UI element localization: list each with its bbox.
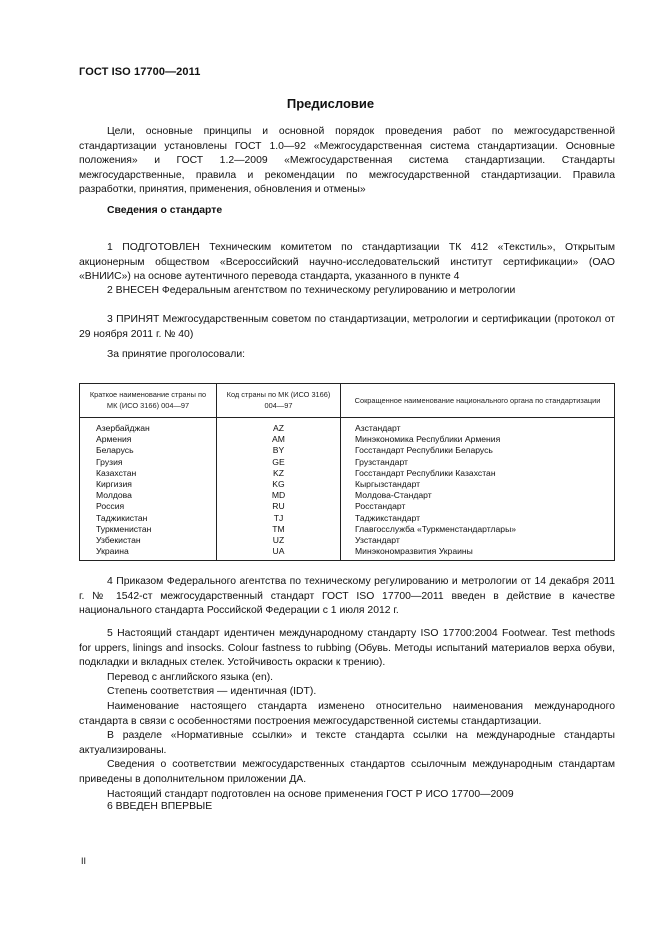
- cell-country: Грузия: [80, 457, 217, 468]
- cell-org: Грузстандарт: [341, 457, 615, 468]
- header-code: Код страны по МК (ИСО 3166) 004—97: [217, 384, 341, 418]
- item-5-p5: В разделе «Нормативные ссылки» и тексте стандарта ссылки на международные стандарты актуализированы.: [79, 730, 615, 756]
- page-number: II: [81, 856, 87, 866]
- cell-country: Молдова: [80, 490, 217, 501]
- cell-org: Госстандарт Республики Казахстан: [341, 468, 615, 479]
- cell-country: Армения: [80, 434, 217, 445]
- cell-org: Главгосслужба «Туркменстандартлары»: [341, 524, 615, 535]
- cell-country: Россия: [80, 501, 217, 512]
- voting-table: [79, 383, 615, 561]
- intro-paragraph: [79, 125, 615, 198]
- table-row: [80, 418, 615, 435]
- cell-org: Молдова-Стандарт: [341, 490, 615, 501]
- item-6: 6 ВВЕДЕН ВПЕРВЫЕ: [107, 801, 213, 812]
- item-2-text: 2 ВНЕСЕН Федеральным агентством по техническому регулированию и метрологии: [107, 285, 516, 296]
- table-row: [80, 457, 615, 468]
- cell-code: BY: [217, 445, 341, 456]
- cell-code: AZ: [217, 418, 341, 435]
- voted-label: За принятие проголосовали:: [107, 349, 246, 360]
- cell-org: Минэкономразвития Украины: [341, 546, 615, 561]
- table-row: [80, 546, 615, 561]
- item-1-text: 1 ПОДГОТОВЛЕН Техническим комитетом по стандартизации ТК 412 «Текстиль», Открытым акционерным обществом «Всероссийский научно-исследовательский институт сертификации» (ОАО «ВНИИС») на основе аутентичного перевода стандарта, указанного в пункте 4: [79, 242, 615, 283]
- cell-code: KZ: [217, 468, 341, 479]
- item-4: [79, 575, 615, 619]
- cell-code: GE: [217, 457, 341, 468]
- cell-code: KG: [217, 479, 341, 490]
- item-5-p1: 5 Настоящий стандарт идентичен международному стандарту ISO 17700:2004 Footwear. Test methods for uppers, linings and insocks. Colour fastness to rubbing (Обувь. Методы испытаний материалов верха обуви, подкладки и вкладных стелек. Устойчивость окраски к трению).: [79, 628, 615, 669]
- cell-org: Кыргызстандарт: [341, 479, 615, 490]
- item-1: [79, 241, 615, 285]
- cell-code: TM: [217, 524, 341, 535]
- cell-org: Минэкономика Республики Армения: [341, 434, 615, 445]
- table-row: [80, 468, 615, 479]
- item-3-text: 3 ПРИНЯТ Межгосударственным советом по стандартизации, метрологии и сертификации (протокол от 29 ноября 2011 г. № 40): [79, 314, 615, 340]
- cell-code: AM: [217, 434, 341, 445]
- item-5: [79, 627, 615, 802]
- table-row: [80, 445, 615, 456]
- cell-country: Украина: [80, 546, 217, 561]
- table-row: [80, 513, 615, 524]
- cell-code: MD: [217, 490, 341, 501]
- item-2: [79, 284, 615, 299]
- cell-org: Госстандарт Республики Беларусь: [341, 445, 615, 456]
- table-row: [80, 501, 615, 512]
- cell-org: Росстандарт: [341, 501, 615, 512]
- item-5-p6: Сведения о соответствии межгосударственных стандартов ссылочным международным стандартам приведены в дополнительном приложении ДА.: [79, 759, 615, 785]
- intro-text: Цели, основные принципы и основной порядок проведения работ по межгосударственной стандартизации установлены ГОСТ 1.0—92 «Межгосударственная система стандартизации. Основные положения» и ГОСТ 1.2—2009 «Межгосударственная система стандартизации. Стандарты межгосударственные, правила и рекомендации по межгосударственной стандартизации. Правила разработки, принятия, применения, обновления и отмены»: [79, 126, 615, 196]
- item-5-p3: Степень соответствия — идентичная (IDT).: [107, 686, 317, 698]
- header-country: Краткое наименование страны по МК (ИСО 3166) 004—97: [80, 384, 217, 418]
- cell-code: TJ: [217, 513, 341, 524]
- cell-code: UZ: [217, 535, 341, 546]
- cell-country: Таджикистан: [80, 513, 217, 524]
- cell-org: Таджикстандарт: [341, 513, 615, 524]
- cell-country: Казахстан: [80, 468, 217, 479]
- cell-org: Азстандарт: [341, 418, 615, 435]
- document-header: ГОСТ ISO 17700—2011: [79, 66, 201, 78]
- cell-org: Узстандарт: [341, 535, 615, 546]
- table-row: [80, 535, 615, 546]
- item-3: [79, 313, 615, 342]
- item-5-p4: Наименование настоящего стандарта изменено относительно наименования международного стандарта в связи с особенностями построения межгосударственной системы стандартизации.: [79, 700, 615, 727]
- page-title: Предисловие: [286, 96, 375, 111]
- cell-country: Киргизия: [80, 479, 217, 490]
- table-row: [80, 434, 615, 445]
- header-org: Сокращенное наименование национального органа по стандартизации: [341, 384, 615, 418]
- item-4-text: 4 Приказом Федерального агентства по техническому регулированию и метрологии от 14 декабря 2011 г. № 1542-ст межгосударственный стандарт ГОСТ ISO 17700—2011 введен в действие в качестве национального стандарта Российской Федерации с 1 июля 2012 г.: [79, 576, 615, 617]
- cell-code: UA: [217, 546, 341, 561]
- table-row: [80, 479, 615, 490]
- section-heading: Сведения о стандарте: [107, 205, 223, 216]
- table-row: [80, 524, 615, 535]
- cell-country: Беларусь: [80, 445, 217, 456]
- table-header-row: [80, 384, 615, 418]
- cell-country: Узбекистан: [80, 535, 217, 546]
- table-row: [80, 490, 615, 501]
- item-5-p2: Перевод с английского языка (en).: [107, 671, 274, 683]
- cell-country: Туркменистан: [80, 524, 217, 535]
- cell-country: Азербайджан: [80, 418, 217, 435]
- cell-code: RU: [217, 501, 341, 512]
- item-5-p7: Настоящий стандарт подготовлен на основе применения ГОСТ Р ИСО 17700—2009: [107, 788, 514, 800]
- table-body: [80, 418, 615, 561]
